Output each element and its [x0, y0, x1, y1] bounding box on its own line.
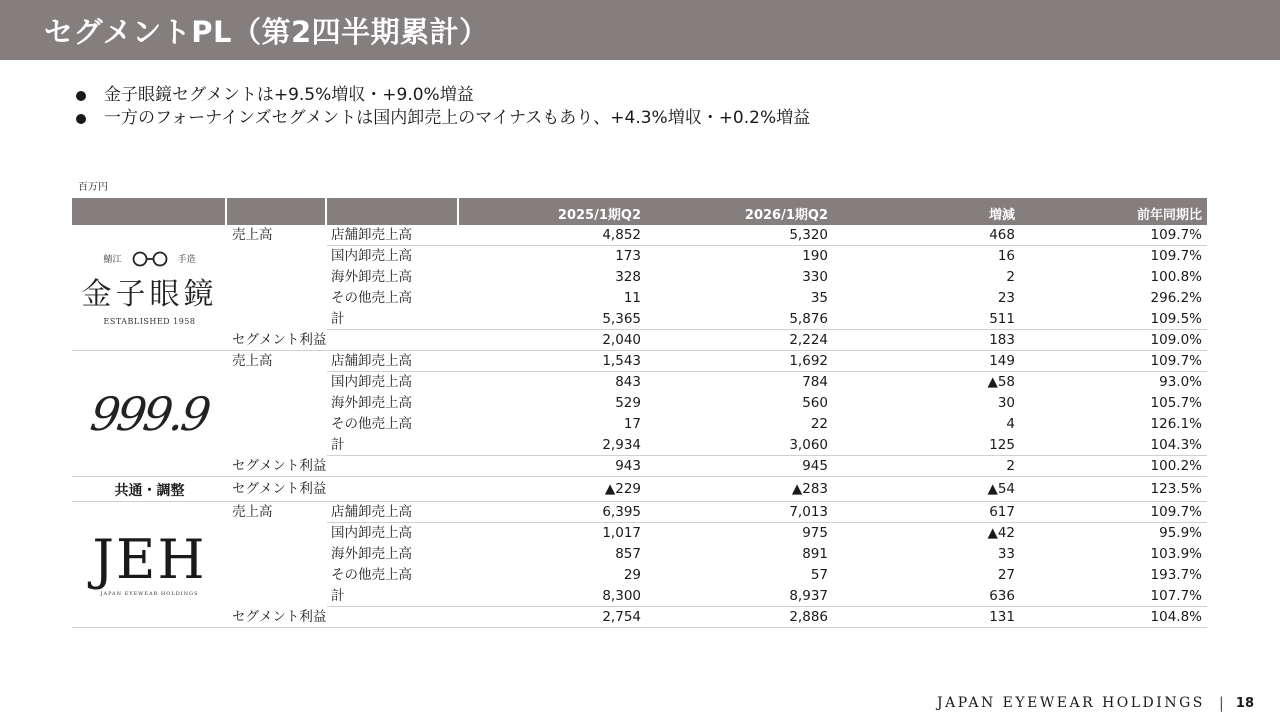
table-row	[72, 267, 1207, 288]
nines-logo-main: 999.9	[87, 387, 212, 441]
page-number: 18	[1235, 695, 1254, 711]
value-2025q2: 328	[615, 269, 641, 285]
row-item: 店舗卸売上高	[331, 227, 412, 243]
value-2025q2: 29	[623, 567, 641, 583]
footer-brand: JAPAN EYEWEAR HOLDINGS	[937, 695, 1205, 711]
row-item: その他売上高	[331, 416, 412, 432]
table-row	[72, 607, 1207, 628]
value-yoy: 193.7%	[1150, 567, 1202, 583]
table-row	[72, 523, 1207, 544]
row-item: 国内卸売上高	[331, 374, 412, 390]
page-title: セグメントPL（第2四半期累計）	[44, 15, 489, 49]
value-2026q2: 8,937	[789, 588, 828, 604]
value-yoy: 109.7%	[1150, 353, 1202, 369]
row-category: セグメント利益	[232, 458, 327, 474]
value-2025q2: 1,017	[602, 525, 641, 541]
bullet-item: 一方のフォーナインズセグメントは国内卸売上のマイナスもあり、+4.3%増収・+0.2%増益	[76, 107, 810, 130]
value-change: 2	[1006, 458, 1015, 474]
header-change: 増減	[988, 208, 1015, 223]
row-item: 海外卸売上高	[331, 269, 412, 285]
value-yoy: 126.1%	[1150, 416, 1202, 432]
header-cell-blank	[72, 198, 225, 225]
value-yoy: 105.7%	[1150, 395, 1202, 411]
value-2025q2: 529	[615, 395, 641, 411]
value-yoy: 109.7%	[1150, 227, 1202, 243]
row-category: 売上高	[232, 227, 273, 243]
value-change: ▲54	[987, 481, 1015, 497]
segment-jeh	[72, 502, 1207, 628]
bullet-list	[76, 84, 810, 130]
value-2025q2: 173	[615, 248, 641, 264]
row-item: 海外卸売上高	[331, 546, 412, 562]
value-2025q2: 8,300	[602, 588, 641, 604]
value-change: 23	[997, 290, 1015, 306]
row-category: セグメント利益	[232, 609, 327, 625]
segment-nines	[72, 351, 1207, 477]
value-2026q2: 7,013	[789, 504, 828, 520]
row-item: 海外卸売上高	[331, 395, 412, 411]
table-row	[72, 288, 1207, 309]
segment-pl-table	[72, 198, 1207, 628]
value-yoy: 109.0%	[1150, 332, 1202, 348]
value-2025q2: 857	[615, 546, 641, 562]
common-label: 共通・調整	[114, 482, 185, 499]
value-change: 16	[997, 248, 1015, 264]
kaneko-logo-top-left: 鯖江	[103, 255, 122, 265]
value-2025q2: 843	[615, 374, 641, 390]
value-change: 617	[989, 504, 1015, 520]
value-2025q2: 2,040	[602, 332, 641, 348]
value-yoy: 296.2%	[1150, 290, 1202, 306]
table-row	[72, 544, 1207, 565]
value-2026q2: 2,224	[789, 332, 828, 348]
value-2025q2: 17	[623, 416, 641, 432]
footer-separator: |	[1218, 694, 1224, 712]
value-2026q2: 5,320	[789, 227, 828, 243]
value-2025q2: 5,365	[602, 311, 641, 327]
value-yoy: 107.7%	[1150, 588, 1202, 604]
value-yoy: 109.7%	[1150, 248, 1202, 264]
table-row	[72, 372, 1207, 393]
value-change: 2	[1006, 269, 1015, 285]
value-yoy: 109.5%	[1150, 311, 1202, 327]
segment-kaneko	[72, 225, 1207, 351]
value-change: 4	[1006, 416, 1015, 432]
value-2026q2: 975	[802, 525, 828, 541]
kaneko-logo-top-right: 手造	[177, 255, 196, 265]
title-bar	[0, 0, 1280, 60]
value-2026q2: 22	[810, 416, 828, 432]
header-cell-blank	[327, 198, 457, 225]
row-item: 計	[331, 588, 345, 604]
table-row	[72, 565, 1207, 586]
table-row	[72, 393, 1207, 414]
header-2025q2: 2025/1期Q2	[557, 208, 641, 223]
value-2025q2: 1,543	[602, 353, 641, 369]
value-2025q2: 6,395	[602, 504, 641, 520]
value-change: ▲58	[987, 374, 1015, 390]
value-change: ▲42	[987, 525, 1015, 541]
row-item: 国内卸売上高	[331, 248, 412, 264]
value-change: 511	[989, 311, 1015, 327]
header-cell-blank	[227, 198, 325, 225]
value-change: 131	[989, 609, 1015, 625]
row-item: その他売上高	[331, 567, 412, 583]
value-2026q2: 190	[802, 248, 828, 264]
value-change: 636	[989, 588, 1015, 604]
nines-rows	[72, 351, 1207, 477]
value-yoy: 100.8%	[1150, 269, 1202, 285]
row-category: 売上高	[232, 504, 273, 520]
bullet-item: 金子眼鏡セグメントは+9.5%増収・+9.0%増益	[76, 84, 810, 107]
value-change: 125	[989, 437, 1015, 453]
common-rows	[72, 477, 1207, 502]
header-2026q2: 2026/1期Q2	[744, 208, 828, 223]
value-change: 33	[997, 546, 1015, 562]
value-yoy: 93.0%	[1159, 374, 1202, 390]
value-change: 27	[997, 567, 1015, 583]
row-item: 店舗卸売上高	[331, 353, 412, 369]
value-2026q2: 1,692	[789, 353, 828, 369]
value-2026q2: 945	[802, 458, 828, 474]
value-2025q2: 11	[623, 290, 641, 306]
table-row	[72, 330, 1207, 351]
value-yoy: 95.9%	[1159, 525, 1202, 541]
row-item: 計	[331, 311, 345, 327]
value-yoy: 123.5%	[1150, 481, 1202, 497]
kaneko-rows	[72, 225, 1207, 351]
jeh-logo-main: JEH	[92, 528, 207, 591]
kaneko-logo-main: 金子眼鏡	[81, 276, 218, 312]
value-2025q2: 2,934	[602, 437, 641, 453]
table-row	[72, 414, 1207, 435]
value-2026q2: 3,060	[789, 437, 828, 453]
table-header	[72, 198, 1207, 225]
value-yoy: 103.9%	[1150, 546, 1202, 562]
value-2026q2: 330	[802, 269, 828, 285]
value-2026q2: 35	[810, 290, 828, 306]
row-item: 計	[331, 437, 345, 453]
row-category: 売上高	[232, 353, 273, 369]
table-row	[72, 351, 1207, 372]
value-2026q2: 5,876	[789, 311, 828, 327]
table-row	[72, 477, 1207, 502]
row-category: セグメント利益	[232, 332, 327, 348]
value-yoy: 100.2%	[1150, 458, 1202, 474]
value-yoy: 104.8%	[1150, 609, 1202, 625]
header-yoy: 前年同期比	[1136, 208, 1202, 223]
value-2026q2: ▲283	[791, 481, 828, 497]
value-2026q2: 57	[810, 567, 828, 583]
table-row	[72, 225, 1207, 246]
value-yoy: 109.7%	[1150, 504, 1202, 520]
table-row	[72, 246, 1207, 267]
row-item: 店舗卸売上高	[331, 504, 412, 520]
jeh-logo-sub: JAPAN EYEWEAR HOLDINGS	[100, 591, 199, 597]
value-change: 183	[989, 332, 1015, 348]
table-row	[72, 435, 1207, 456]
value-2026q2: 2,886	[789, 609, 828, 625]
value-yoy: 104.3%	[1150, 437, 1202, 453]
value-2025q2: 4,852	[602, 227, 641, 243]
table-row	[72, 309, 1207, 330]
value-change: 468	[989, 227, 1015, 243]
kaneko-logo-sub: ESTABLISHED 1958	[103, 316, 196, 326]
row-item: 国内卸売上高	[331, 525, 412, 541]
value-2026q2: 560	[802, 395, 828, 411]
value-2026q2: 784	[802, 374, 828, 390]
jeh-rows	[72, 502, 1207, 628]
segment-common	[72, 477, 1207, 502]
table-row	[72, 502, 1207, 523]
row-item: その他売上高	[331, 290, 412, 306]
value-2026q2: 891	[802, 546, 828, 562]
unit-label: 百万円	[78, 182, 108, 193]
table-row	[72, 456, 1207, 477]
value-2025q2: 2,754	[602, 609, 641, 625]
value-2025q2: 943	[615, 458, 641, 474]
value-2025q2: ▲229	[604, 481, 641, 497]
footer	[937, 694, 1254, 712]
row-category: セグメント利益	[232, 481, 327, 497]
table-row	[72, 586, 1207, 607]
value-change: 149	[989, 353, 1015, 369]
value-change: 30	[997, 395, 1015, 411]
